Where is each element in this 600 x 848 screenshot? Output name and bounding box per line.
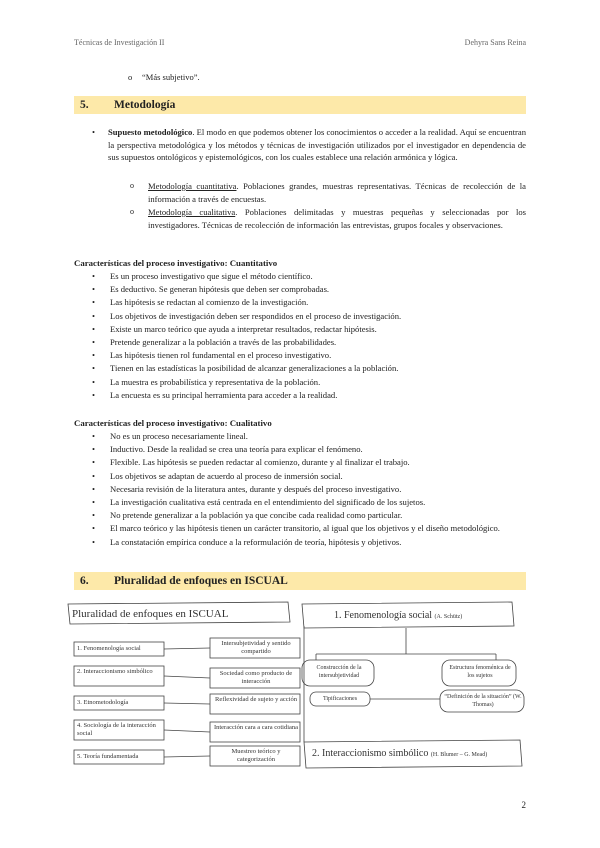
qualitative-method-item: o Metodología cualitativa. Poblaciones delimitadas y muestras pequeñas y seleccionadas por los investigadores. Técnicas de recolección de información las entrevistas, grupos focales y observaciones. <box>148 206 526 231</box>
diagram-right-b: Estructura fenoménica de los sujetos <box>449 665 511 679</box>
list-item: • Las hipótesis tienen rol fundamental en el proceso investigativo. <box>110 349 526 362</box>
list-item: • La constatación empírica conduce a la reformulación de teoría, hipótesis y objetivos. <box>110 536 526 549</box>
section-6-heading <box>74 572 526 590</box>
section-5-number: 5. <box>80 99 89 111</box>
list-item: • La investigación cualitativa está centrada en el entendimiento del significado de los sujetos. <box>110 496 526 509</box>
diagram-bottom-right: 2. Interaccionismo simbólico (H. Blumer – G. Mead) <box>312 748 488 759</box>
list-item: • Necesaria revisión de la literatura antes, durante y después del proceso investigativo. <box>110 483 526 496</box>
diagram-mid-item: Muestreo teórico y categorización <box>231 748 281 763</box>
diagram-right-a: Construcción de la intersubjetividad <box>316 665 362 679</box>
list-item: • Inductivo. Desde la realidad se crea una teoría para explicar el fenómeno. <box>110 443 526 456</box>
diagram-right-d: “Definición de la situación” (W. Thomas) <box>444 694 522 708</box>
section-6-title: Pluralidad de enfoques en ISCUAL <box>114 575 288 587</box>
diagram-left-item: 3. Etnometodología <box>77 699 129 706</box>
list-item: • Los objetivos se adaptan de acuerdo al proceso de inmersión social. <box>110 470 526 483</box>
diagram-left-item: 1. Fenomenología social <box>77 645 141 652</box>
quantitative-list <box>110 270 526 402</box>
header-left: Técnicas de Investigación II <box>74 38 165 47</box>
list-item: • La muestra es probabilística y representativa de la población. <box>110 376 526 389</box>
diagram-left-item: 4. Sociología de la interacción social <box>77 722 156 737</box>
diagram-left-item: 2. Interaccionismo simbólico <box>77 668 153 675</box>
page-number: 2 <box>521 800 526 810</box>
section-6-number: 6. <box>80 575 89 587</box>
list-item: • Es un proceso investigativo que sigue el método científico. <box>110 270 526 283</box>
diagram-title-right: 1. Fenomenología social (A. Schütz) <box>334 610 463 621</box>
diagram-right-c: Tipificaciones <box>322 696 358 702</box>
methodology-bullet-text: . El modo en que podemos obtener los conocimientos o acceder a la realidad. Aquí se encuentran la perspectiva metodológica y los métodos y técnicas de investigación utilizados por el investigador en dependencia de sus supuestos ontológicos y epistemológicos, con los cuales establece una relación armónica y lógica. <box>108 127 526 163</box>
enfoques-diagram <box>66 598 532 774</box>
list-item: • La encuesta es su principal herramienta para acceder a la realidad. <box>110 389 526 402</box>
section-5-title: Metodología <box>114 99 176 111</box>
section-5-heading <box>74 96 526 114</box>
top-sub-item: o “Más subjetivo”. <box>128 72 200 82</box>
qualitative-list <box>110 430 526 549</box>
list-item: • Los objetivos de investigación deben ser respondidos en el proceso de investigación. <box>110 310 526 323</box>
list-item: • Las hipótesis se redactan al comienzo de la investigación. <box>110 296 526 309</box>
quantitative-method-item: o Metodología cuantitativa. Poblaciones grandes, muestras representativas. Técnicas de recolección de la información a través de encuestas. <box>148 180 526 205</box>
list-item: • El marco teórico y las hipótesis tienen un carácter transitorio, al igual que los objetivos y el diseño metodológico. <box>110 522 526 535</box>
list-item: • Es deductivo. Se generan hipótesis que deben ser comprobadas. <box>110 283 526 296</box>
list-item: • Existe un marco teórico que ayuda a interpretar resultados, redactar hipótesis. <box>110 323 526 336</box>
qualitative-title: Características del proceso investigativo: Cualitativo <box>74 418 272 428</box>
diagram-mid-item: Interacción cara a cara cotidiana <box>213 724 299 731</box>
diagram-left-item: 5. Teoría fundamentada <box>77 753 139 760</box>
methodology-bullet <box>108 126 526 164</box>
diagram-mid-item: Intersubjetividad y sentido compartido <box>221 640 291 655</box>
diagram-mid-item: Reflexividad de sujeto y acción <box>215 696 297 703</box>
list-item: • No pretende generalizar a la población ya que concibe cada realidad como particular. <box>110 509 526 522</box>
diagram-mid-item: Sociedad como producto de interacción <box>219 670 293 685</box>
list-item: • No es un proceso necesariamente lineal. <box>110 430 526 443</box>
header-right: Dehyra Sans Reina <box>464 38 526 47</box>
diagram-title-left: Pluralidad de enfoques en ISCUAL <box>72 608 229 620</box>
methodology-bullet-term: Supuesto metodológico <box>108 127 193 137</box>
list-item: • Pretende generalizar a la población a través de las probabilidades. <box>110 336 526 349</box>
list-item: • Flexible. Las hipótesis se pueden redactar al comienzo, durante y al finalizar el trabajo. <box>110 456 526 469</box>
list-item: • Tienen en las estadísticas la posibilidad de alcanzar generalizaciones a la población. <box>110 362 526 375</box>
quantitative-title: Características del proceso investigativo: Cuantitativo <box>74 258 278 268</box>
